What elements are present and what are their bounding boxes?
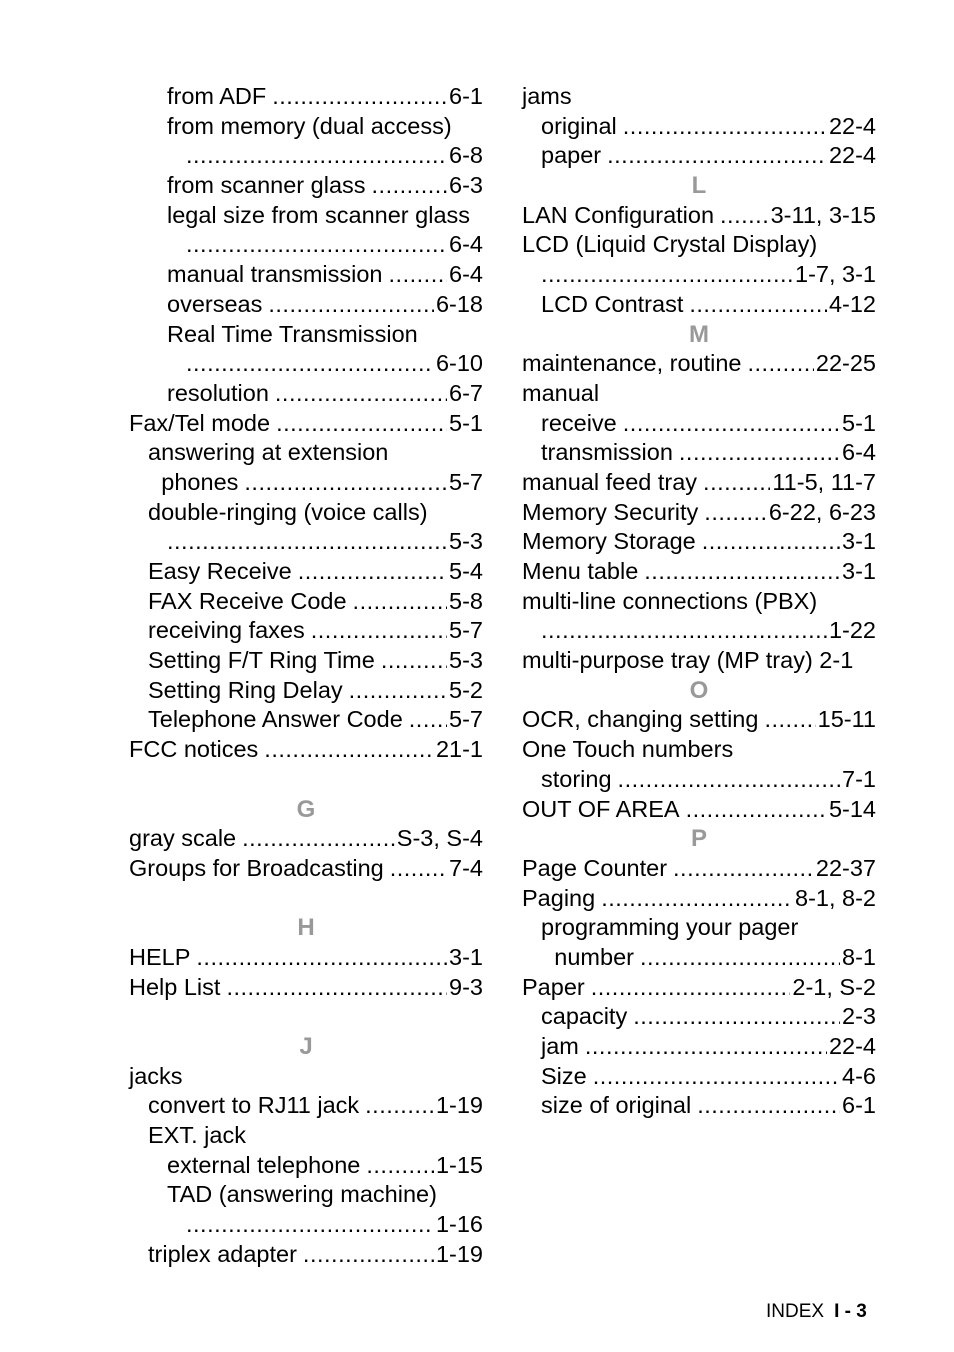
index-entry-term: Setting F/T Ring Time	[148, 647, 375, 674]
dot-leader	[390, 854, 447, 884]
section-letter-heading: O	[689, 676, 709, 704]
index-page-reference: 9-3	[449, 973, 483, 1000]
dot-leader	[623, 409, 840, 439]
dot-leader	[196, 943, 447, 973]
index-term-text: LCD (Liquid Crystal Display)	[522, 231, 818, 258]
index-entry	[129, 1091, 483, 1121]
index-page-reference: 5-14	[828, 795, 876, 822]
index-entry-term: gray scale	[129, 825, 237, 852]
index-entry	[129, 587, 483, 617]
index-entry-term: Memory Storage	[522, 528, 696, 555]
index-page-reference: 15-11	[817, 706, 876, 733]
index-entry	[522, 557, 876, 587]
dot-leader	[276, 409, 447, 439]
dot-leader	[673, 854, 814, 884]
dot-leader	[764, 705, 815, 735]
index-page-reference: 6-22, 6-23	[768, 498, 876, 525]
index-page-reference: S-3, S-4	[396, 825, 483, 852]
index-page-reference: 5-1	[842, 409, 876, 436]
dot-leader	[311, 616, 447, 646]
dot-leader	[541, 616, 827, 646]
dot-leader	[607, 141, 827, 171]
dot-leader	[747, 349, 813, 379]
index-term-text: multi-line connections (PBX)	[522, 587, 818, 614]
index-page-reference: 4-6	[842, 1062, 876, 1089]
index-entry	[522, 498, 876, 528]
index-entry	[522, 409, 876, 439]
index-page-ref-continuation	[522, 616, 876, 646]
dot-leader	[689, 290, 827, 320]
index-term	[522, 230, 876, 260]
index-entry	[129, 705, 483, 735]
index-entry	[522, 943, 876, 973]
index-page-reference: 6-7	[449, 379, 483, 406]
index-entry-term: Size	[541, 1062, 587, 1089]
index-page-reference: 6-10	[435, 350, 483, 377]
dot-leader	[186, 1210, 434, 1240]
dot-leader	[591, 973, 791, 1003]
index-entry-term: paper	[541, 142, 602, 169]
index-page-reference: 2-1, S-2	[792, 973, 876, 1000]
index-entry	[522, 1062, 876, 1092]
dot-leader	[366, 1151, 434, 1181]
index-entry	[522, 438, 876, 468]
dot-leader	[268, 290, 434, 320]
index-page-reference: 6-1	[842, 1092, 876, 1119]
index-page-reference: 5-2	[449, 676, 483, 703]
index-entry-term: OUT OF AREA	[522, 795, 680, 822]
dot-leader	[623, 112, 827, 142]
index-entry-term: LAN Configuration	[522, 201, 715, 228]
index-entry	[129, 468, 483, 498]
index-entry	[522, 765, 876, 795]
index-entry-term: transmission	[541, 439, 673, 466]
index-page-reference: 6-4	[449, 261, 483, 288]
index-entry	[522, 973, 876, 1003]
index-entry-term: Groups for Broadcasting	[129, 854, 384, 881]
index-entry	[129, 260, 483, 290]
index-entry	[129, 735, 483, 765]
index-page-reference: 22-25	[815, 350, 876, 377]
index-entry	[129, 379, 483, 409]
dot-leader	[585, 1032, 827, 1062]
index-entry-term: size of original	[541, 1092, 692, 1119]
section-letter-heading: P	[690, 825, 707, 853]
index-entry	[522, 1002, 876, 1032]
index-entry	[522, 854, 876, 884]
index-term-text: jacks	[129, 1062, 183, 1089]
index-entry	[522, 705, 876, 735]
index-entry-term: resolution	[167, 379, 269, 406]
index-term	[522, 913, 876, 943]
index-page-reference: 7-4	[449, 854, 483, 881]
index-page-reference: 5-3	[449, 647, 483, 674]
index-page-reference: 3-1	[449, 943, 483, 970]
dot-leader	[697, 1091, 840, 1121]
index-entry	[522, 141, 876, 171]
section-letter-heading: L	[691, 172, 707, 200]
index-page-ref-continuation	[129, 349, 483, 379]
section-letter-heading: J	[299, 1033, 313, 1060]
index-entry-term: LCD Contrast	[541, 290, 684, 317]
index-entry	[129, 171, 483, 201]
dot-leader	[365, 1091, 434, 1121]
dot-leader	[541, 260, 793, 290]
index-entry	[522, 201, 876, 231]
section-letter-heading: M	[689, 320, 709, 348]
index-page-reference: 5-1	[449, 409, 483, 436]
index-entry	[522, 1091, 876, 1121]
section-letter-heading: H	[297, 914, 315, 942]
dot-leader	[272, 82, 447, 112]
dot-leader	[244, 468, 447, 498]
index-term	[129, 438, 483, 468]
index-page-reference: 8-1, 8-2	[795, 884, 876, 911]
index-term	[522, 646, 876, 676]
dot-leader	[298, 557, 447, 587]
index-term	[129, 112, 483, 142]
index-term	[522, 587, 876, 617]
index-entry-term: from ADF	[167, 83, 267, 109]
index-entry-term: triplex adapter	[148, 1240, 297, 1267]
index-entry	[522, 468, 876, 498]
index-entry-term: convert to RJ11 jack	[148, 1092, 360, 1119]
index-entry	[522, 527, 876, 557]
index-page-ref-continuation	[522, 260, 876, 290]
index-term-text: from memory (dual access)	[167, 112, 452, 139]
index-entry	[129, 646, 483, 676]
index-entry	[129, 290, 483, 320]
index-page-reference: 6-8	[449, 142, 483, 169]
index-page-reference: 5-8	[449, 587, 483, 614]
index-entry-term: manual feed tray	[522, 468, 698, 495]
index-term-text: Real Time Transmission	[167, 320, 418, 347]
index-entry-term: overseas	[167, 290, 263, 317]
index-page-reference: 2-3	[842, 1003, 876, 1030]
index-term	[129, 1180, 483, 1210]
dot-leader	[226, 973, 447, 1003]
index-term-text: double-ringing (voice calls)	[148, 498, 428, 525]
index-term	[129, 1062, 483, 1092]
index-entry-term: capacity	[541, 1003, 628, 1030]
dot-leader	[720, 201, 769, 231]
index-entry	[129, 973, 483, 1003]
index-term	[129, 498, 483, 528]
dot-leader	[633, 1002, 840, 1032]
index-term-text: EXT. jack	[148, 1122, 246, 1149]
index-entry-term: external telephone	[167, 1151, 361, 1178]
index-term	[522, 379, 876, 409]
index-entry	[129, 557, 483, 587]
dot-leader	[372, 171, 448, 201]
index-entry	[522, 349, 876, 379]
index-page-reference: 5-7	[449, 706, 483, 733]
index-term-text: manual	[522, 379, 600, 406]
dot-leader	[704, 498, 767, 528]
index-page-reference: 5-7	[449, 468, 483, 495]
index-entry-term: storing	[541, 765, 612, 792]
index-entry-term: receiving faxes	[148, 617, 305, 644]
index-page-ref-continuation	[129, 230, 483, 260]
dot-leader	[640, 943, 840, 973]
index-page-reference: 1-19	[435, 1092, 483, 1119]
index-page-reference: 5-4	[449, 558, 483, 584]
index-entry	[522, 795, 876, 825]
index-entry-term: Easy Receive	[148, 558, 292, 584]
index-entry-term: Fax/Tel mode	[129, 409, 271, 436]
index-entry-term: Paging	[522, 884, 596, 911]
index-entry	[129, 616, 483, 646]
section-letter-heading: G	[296, 795, 316, 823]
index-entry	[522, 112, 876, 142]
index-page-reference: 1-22	[828, 617, 876, 644]
dot-leader	[389, 260, 448, 290]
index-page-reference: 3-11, 3-15	[770, 201, 876, 228]
index-page-reference: 21-1	[435, 736, 483, 763]
page-footer	[766, 1301, 867, 1323]
dot-leader	[702, 527, 840, 557]
index-entry-term: HELP	[129, 943, 191, 970]
index-entry	[129, 943, 483, 973]
index-column-left	[129, 82, 483, 1270]
index-term-text: legal size from scanner glass	[167, 201, 471, 228]
index-entry	[129, 409, 483, 439]
index-entry	[129, 824, 483, 854]
index-entry-term: Memory Security	[522, 498, 699, 525]
index-entry	[522, 884, 876, 914]
index-term	[129, 320, 483, 350]
dot-leader	[264, 735, 434, 765]
index-term	[129, 201, 483, 231]
index-term-text: answering at extension	[148, 439, 389, 466]
dot-leader	[167, 527, 447, 557]
index-page-reference: 22-4	[828, 112, 876, 139]
dot-leader	[644, 557, 840, 587]
index-entry-term: FCC notices	[129, 736, 259, 763]
index-page-reference: 3-1	[842, 558, 876, 584]
footer-page-number: I - 3	[834, 1301, 867, 1322]
dot-leader	[593, 1062, 840, 1092]
index-page-reference: 7-1	[842, 765, 876, 792]
dot-leader	[275, 379, 447, 409]
index-entry-term: manual transmission	[167, 261, 383, 288]
index-page-reference: 5-3	[449, 528, 483, 555]
index-page-reference: 6-4	[449, 231, 483, 258]
index-entry	[129, 676, 483, 706]
index-page-reference: 6-18	[435, 290, 483, 317]
index-entry-term: Menu table	[522, 558, 639, 584]
dot-leader	[353, 587, 447, 617]
index-entry-term: jam	[541, 1033, 579, 1059]
index-entry-term: phones	[161, 468, 239, 495]
index-entry-term: original	[541, 112, 617, 139]
index-term-text: One Touch numbers	[522, 736, 734, 763]
dot-leader	[186, 349, 434, 379]
footer-label: INDEX	[766, 1301, 825, 1322]
index-page-reference: 1-15	[435, 1151, 483, 1178]
index-entry	[129, 1151, 483, 1181]
dot-leader	[303, 1240, 434, 1270]
index-page-reference: 5-7	[449, 617, 483, 644]
section-spacer	[129, 765, 483, 795]
index-term	[522, 82, 876, 112]
index-term-text: TAD (answering machine)	[167, 1181, 437, 1208]
dot-leader	[186, 230, 447, 260]
index-page-reference: 1-19	[435, 1240, 483, 1267]
index-entry-term: number	[554, 943, 634, 970]
section-spacer	[129, 884, 483, 914]
index-page-reference: 4-12	[828, 290, 876, 317]
index-page-reference: 11-5, 11-7	[772, 468, 876, 495]
dot-leader	[409, 705, 447, 735]
dot-leader	[686, 795, 827, 825]
index-entry-term: Telephone Answer Code	[148, 706, 403, 733]
index-entry	[129, 82, 483, 112]
index-page-reference: 22-37	[815, 854, 876, 881]
index-entry-term: from scanner glass	[167, 172, 366, 199]
section-spacer	[129, 1002, 483, 1032]
dot-leader	[349, 676, 447, 706]
index-entry-term: Paper	[522, 973, 585, 1000]
index-page-reference: 22-4	[828, 1033, 876, 1059]
index-column-right	[522, 82, 876, 1121]
index-entry-term: OCR, changing setting	[522, 706, 759, 733]
index-page-reference: 1-7, 3-1	[795, 261, 876, 288]
dot-leader	[703, 468, 770, 498]
index-entry	[129, 854, 483, 884]
index-term-text: programming your pager	[541, 914, 799, 941]
dot-leader	[381, 646, 447, 676]
dot-leader	[601, 884, 793, 914]
index-term	[129, 1121, 483, 1151]
index-page-reference: 22-4	[828, 142, 876, 169]
dot-leader	[679, 438, 840, 468]
dot-leader	[242, 824, 395, 854]
index-entry-term: Help List	[129, 973, 221, 1000]
index-page-reference: 8-1	[842, 943, 876, 970]
index-term-text: jams	[522, 83, 572, 109]
index-entry	[522, 290, 876, 320]
index-entry-term: receive	[541, 409, 617, 436]
index-term-text: multi-purpose tray (MP tray) 2-1	[522, 647, 854, 674]
index-page-reference: 1-16	[435, 1211, 483, 1238]
index-page-reference: 6-4	[842, 439, 876, 466]
index-page-reference: 6-3	[449, 172, 483, 199]
index-page-reference: 6-1	[449, 83, 483, 109]
index-page-ref-continuation	[129, 527, 483, 557]
index-page-reference: 3-1	[842, 528, 876, 555]
index-entry	[129, 1240, 483, 1270]
dot-leader	[186, 141, 447, 171]
index-entry-term: FAX Receive Code	[148, 587, 347, 614]
dot-leader	[618, 765, 840, 795]
index-entry-term: Setting Ring Delay	[148, 676, 343, 703]
index-page-ref-continuation	[129, 141, 483, 171]
index-entry-term: Page Counter	[522, 854, 668, 881]
index-page-ref-continuation	[129, 1210, 483, 1240]
index-entry	[522, 1032, 876, 1062]
index-term	[522, 735, 876, 765]
index-entry-term: maintenance, routine	[522, 350, 742, 377]
